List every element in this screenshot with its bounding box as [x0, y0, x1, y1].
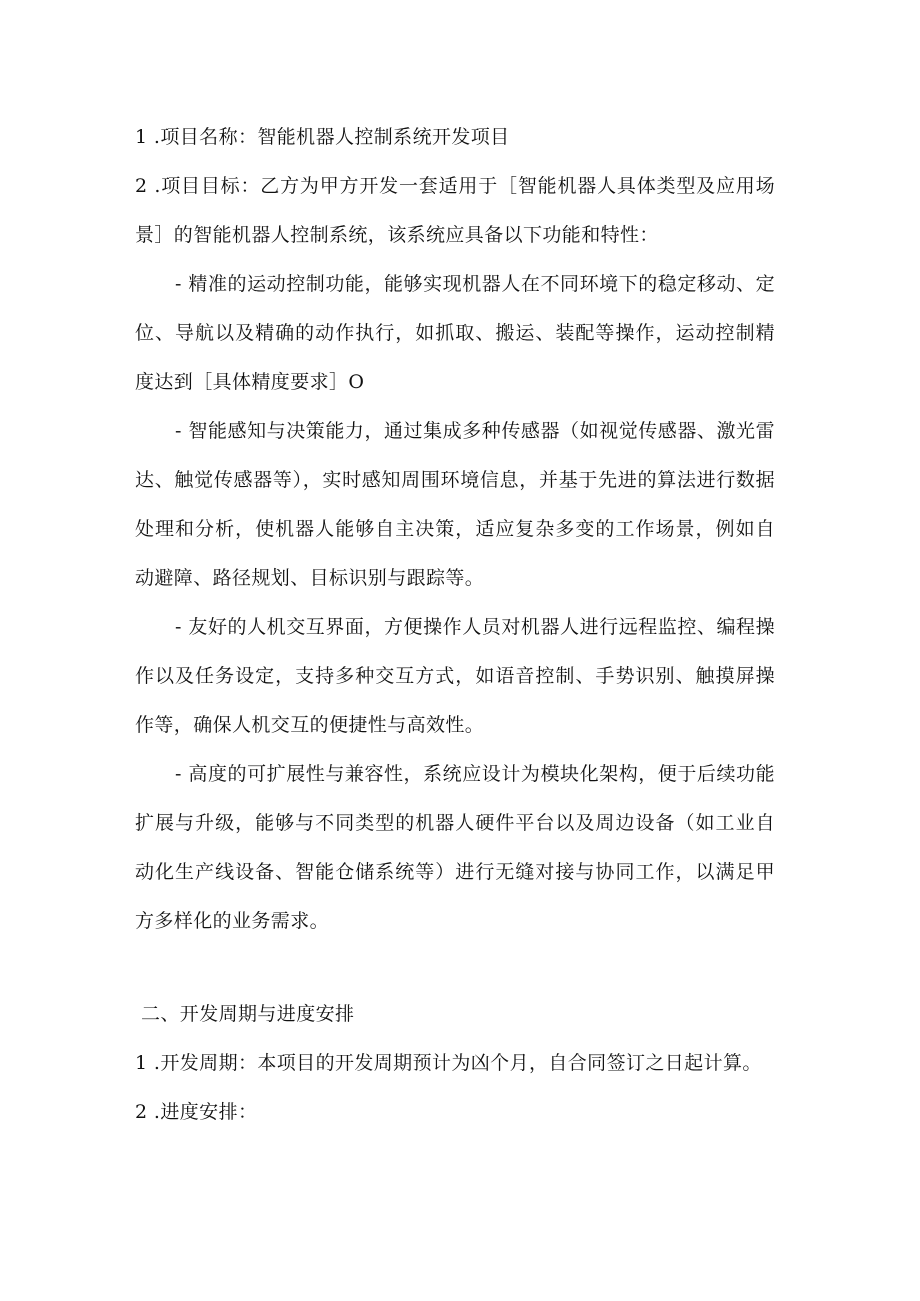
hmi-bullet: - 友好的人机交互界面，方便操作人员对机器人进行远程监控、编程操作以及任务设定，支持多种交互方式，如语音控制、手势识别、触摸屏操作等，确保人机交互的便捷性与高效性。 — [135, 616, 775, 736]
schedule-paragraph: 2 .进度安排： — [135, 1101, 258, 1123]
project-goal-paragraph: 2 .项目目标：乙方为甲方开发一套适用于［智能机器人具体类型及应用场景］的智能机器人控制系统，该系统应具备以下功能和特性： — [135, 175, 775, 246]
document-body — [135, 113, 775, 1137]
project-name-paragraph: 1 .项目名称：智能机器人控制系统开发项目 — [135, 126, 510, 148]
motion-control-bullet: - 精准的运动控制功能，能够实现机器人在不同环境下的稳定移动、定位、导航以及精确的动作执行，如抓取、搬运、装配等操作，运动控制精度达到［具体精度要求］O — [135, 273, 775, 393]
scalability-bullet: - 高度的可扩展性与兼容性，系统应设计为模块化架构，便于后续功能扩展与升级，能够与不同类型的机器人硬件平台以及周边设备（如工业自动化生产线设备、智能仓储系统等）进行无缝对接与协同工作，以满足甲方多样化的业务需求。 — [135, 763, 775, 932]
perception-decision-bullet: - 智能感知与决策能力，通过集成多种传感器（如视觉传感器、激光雷达、触觉传感器等），实时感知周围环境信息，并基于先进的算法进行数据处理和分析，使机器人能够自主决策，适应复杂多变的工作场景，例如自动避障、路径规划、目标识别与跟踪等。 — [135, 420, 775, 589]
development-cycle-paragraph: 1 .开发周期：本项目的开发周期预计为凶个月，自合同签订之日起计算。 — [135, 1052, 762, 1074]
section-heading-schedule: 二、开发周期与进度安排 — [141, 1003, 355, 1025]
